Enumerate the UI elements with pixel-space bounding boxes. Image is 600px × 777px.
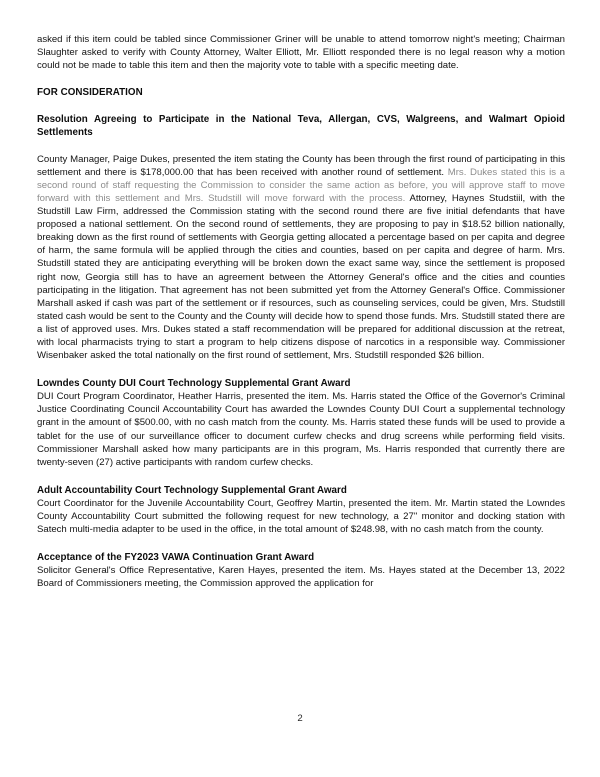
item-heading-vawa-grant: Acceptance of the FY2023 VAWA Continuation Grant Award [37, 552, 315, 564]
item-body-opioid-faded-run: Mrs. Dukes stated this is a second round of staff requesting the Commission to consider the same action as before, you will approve staff to move forward with this settlement and Mrs. Studstill will move forward with the process. [37, 166, 565, 204]
item-heading-dui-court-grant: Lowndes County DUI Court Technology Supplemental Grant Award [37, 378, 351, 390]
item-body-vawa-grant: Solicitor General's Office Representative, Karen Hayes, presented the item. Ms. Hayes stated at the December 13, 2022 Board of Commissioners meeting, the Commission approved the application for [37, 565, 565, 590]
item-heading-adult-accountability-grant: Adult Accountability Court Technology Supplemental Grant Award [37, 484, 347, 496]
spacer [37, 72, 565, 86]
item-body-opioid-part-1: County Manager, Paige Dukes, presented the item stating the County has been through the first round of participating in this settlement and there is $178,000.00 that has been received with another round of settlement. [37, 153, 565, 178]
item-body-adult-accountability-grant: Court Coordinator for the Juvenile Accountability Court, Geoffrey Martin, presented the item. Mr. Martin stated the Lowndes County Accountability Court submitted the following request for new technology, a 27" monitor and docking station with Satech multi-media adapter to be used in the office, in the total amount of $248.98, with no cash match from the county. [37, 497, 565, 536]
page-number: 2 [297, 713, 303, 724]
page-content [37, 33, 565, 590]
item-heading-opioid-settlements: Resolution Agreeing to Participate in the National Teva, Allergan, CVS, Walgreens, and Walmart Opioid Settlements [37, 114, 565, 139]
spacer [37, 99, 565, 113]
spacer [37, 469, 565, 484]
spacer [37, 536, 565, 551]
spacer [37, 362, 565, 377]
item-body-opioid-settlements [37, 153, 565, 363]
continued-paragraph: asked if this item could be tabled since Commissioner Griner will be unable to attend tomorrow night's meeting; Chairman Slaughter asked to verify with County Attorney, Walter Elliott, Mr. Elliott responded there is no legal reason why a motion could not be made to table this item and then the majority vote to table with a specific meeting date. [37, 34, 565, 72]
section-heading-for-consideration: FOR CONSIDERATION [37, 87, 143, 99]
item-body-opioid-part-2: Attorney, Haynes Studstiil, with the Studstill Law Firm, addressed the Commission stating with the second round there are five initial defendants that have proposed a national settlement. On the second round of settlements, they are proposing to pay in $18.52 billion nationally, breaking down as the first round of settlements with Georgia getting allocated a percentage based on per capita and degree of harm, the same formula will be applied through the cities and counties, based on per capita and degree of harm. Mrs. Studstill stated they are anticipating everything will be broken down the exact same way, since the settlement is proposed right now, Georgia still has to have an agreement between the Attorney General's office and the cities and counties participating in the litigation. That agreement has not been submitted yet from the Attorney General's Office. Commissioner Marshall asked if cash was part of the settlement or if resources, such as counseling services, could be given, Mrs. Studstill stated cash would be sent to the County and the County will decide how to spend those funds. Mrs. Studstill stated there are a list of approved uses. Mrs. Dukes stated a staff recommendation will be prepared for additional discussion at the retreat, with local pharmacists trying to start a program to help citizens dispose of narcotics in a responsible way. Commissioner Wisenbaker asked the total nationally on the first round of settlement, Mrs. Studstill responded $26 billion. [37, 192, 565, 362]
item-body-dui-court-grant: DUI Court Program Coordinator, Heather Harris, presented the item. Ms. Harris stated the Office of the Governor's Criminal Justice Coordinating Council Accountability Court has awarded the Lowndes County DUI Court a supplemental technology grant in the amount of $500.00, with no cash match from the county. Ms. Harris stated these funds will be used to provide a tablet for the use of our surveillance officer to document curfew checks and drug screens while performing field visits. Commissioner Marshall asked how many participants are in this program, Ms. Harris responded that currently there are twenty-seven (27) active participants with random curfew checks. [37, 391, 565, 468]
